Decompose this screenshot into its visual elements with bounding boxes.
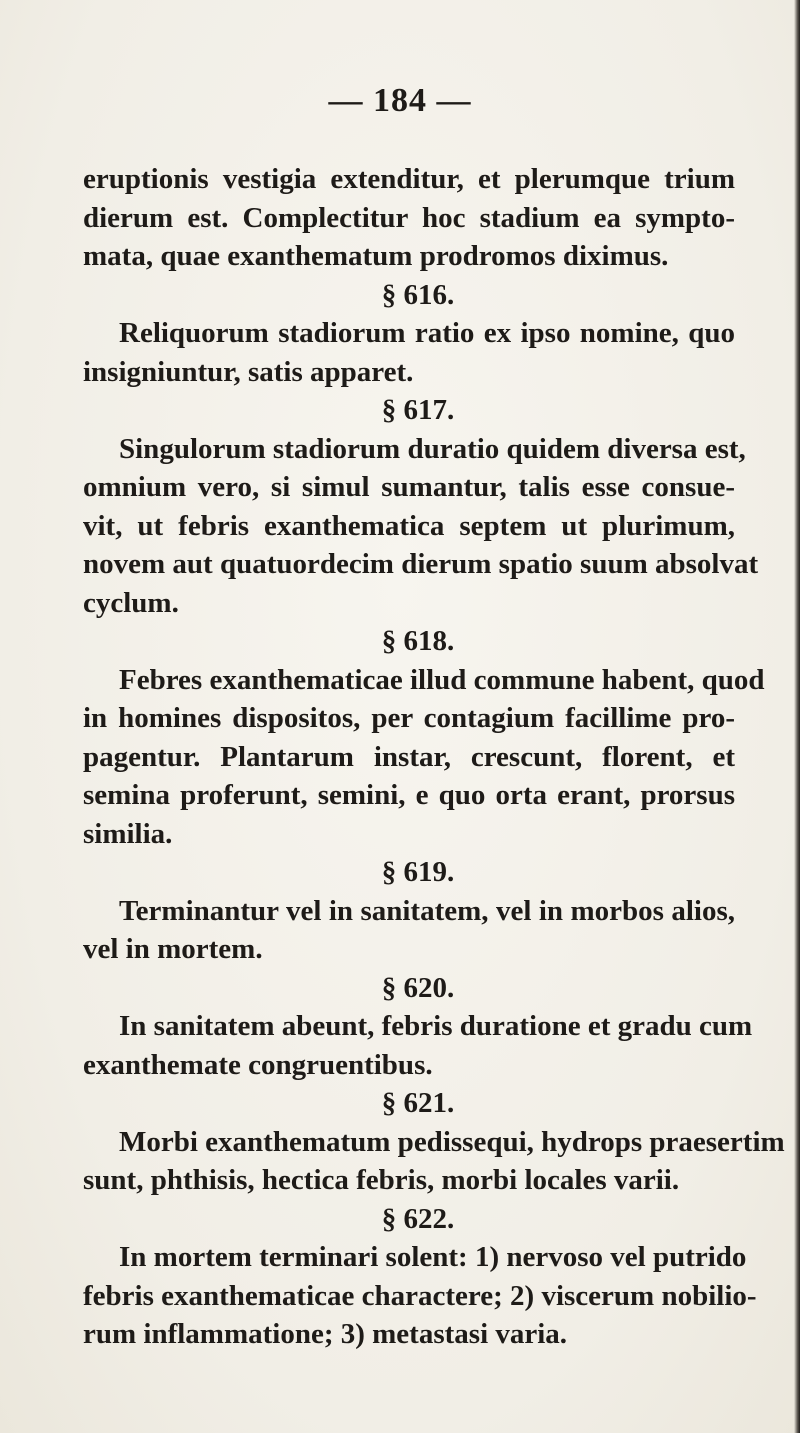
body-text xyxy=(83,160,785,1354)
section-heading: § 616. xyxy=(381,278,455,311)
text-line: Morbi exanthematum pedissequi, hydrops praesertim xyxy=(119,1125,785,1158)
text-line: dierum est. Complectitur hoc stadium ea sympto- xyxy=(83,201,735,234)
text-line: similia. xyxy=(83,817,173,850)
text-line: exanthemate congruentibus. xyxy=(83,1048,433,1081)
text-line: insigniuntur, satis apparet. xyxy=(83,355,414,388)
text-line: cyclum. xyxy=(83,586,179,619)
text-line: pagentur. Plantarum instar, crescunt, florent, et xyxy=(83,740,735,773)
text-line: in homines dispositos, per contagium facillime pro- xyxy=(83,702,735,734)
text-line: vel in mortem. xyxy=(83,933,263,965)
text-line: vit, ut febris exanthematica septem ut plurimum, xyxy=(83,509,735,542)
text-line: Terminantur vel in sanitatem, vel in morbos alios, xyxy=(119,894,735,927)
text-line: novem aut quatuordecim dierum spatio suum absolvat xyxy=(83,548,759,580)
text-line: febris exanthematicae charactere; 2) viscerum nobilio- xyxy=(83,1279,757,1312)
page-edge-shadow xyxy=(794,0,800,1433)
text-line: In mortem terminari solent: 1) nervoso vel putrido xyxy=(119,1241,747,1273)
section-heading: § 620. xyxy=(381,971,455,1004)
section-heading: § 622. xyxy=(381,1202,455,1235)
text-line: Febres exanthematicae illud commune habent, quod xyxy=(119,663,765,696)
section-heading: § 619. xyxy=(381,856,455,888)
text-line: Reliquorum stadiorum ratio ex ipso nomine, quo xyxy=(119,317,735,349)
text-line: mata, quae exanthematum prodromos diximus. xyxy=(83,240,669,272)
text-line: eruptionis vestigia extenditur, et plerumque trium xyxy=(83,163,735,195)
section-heading: § 617. xyxy=(381,394,455,426)
section-heading: § 621. xyxy=(381,1087,455,1119)
text-line: semina proferunt, semini, e quo orta erant, prorsus xyxy=(83,779,735,811)
text-line: Singulorum stadiorum duratio quidem diversa est, xyxy=(119,432,746,465)
page-number-header: — 184 — xyxy=(328,82,472,119)
text-line: sunt, phthisis, hectica febris, morbi locales varii. xyxy=(83,1164,680,1196)
text-line: rum inflammatione; 3) metastasi varia. xyxy=(83,1318,568,1350)
section-heading: § 618. xyxy=(381,625,455,657)
text-line: In sanitatem abeunt, febris duratione et gradu cum xyxy=(119,1010,753,1042)
text-line: omnium vero, si simul sumantur, talis esse consue- xyxy=(83,471,735,503)
